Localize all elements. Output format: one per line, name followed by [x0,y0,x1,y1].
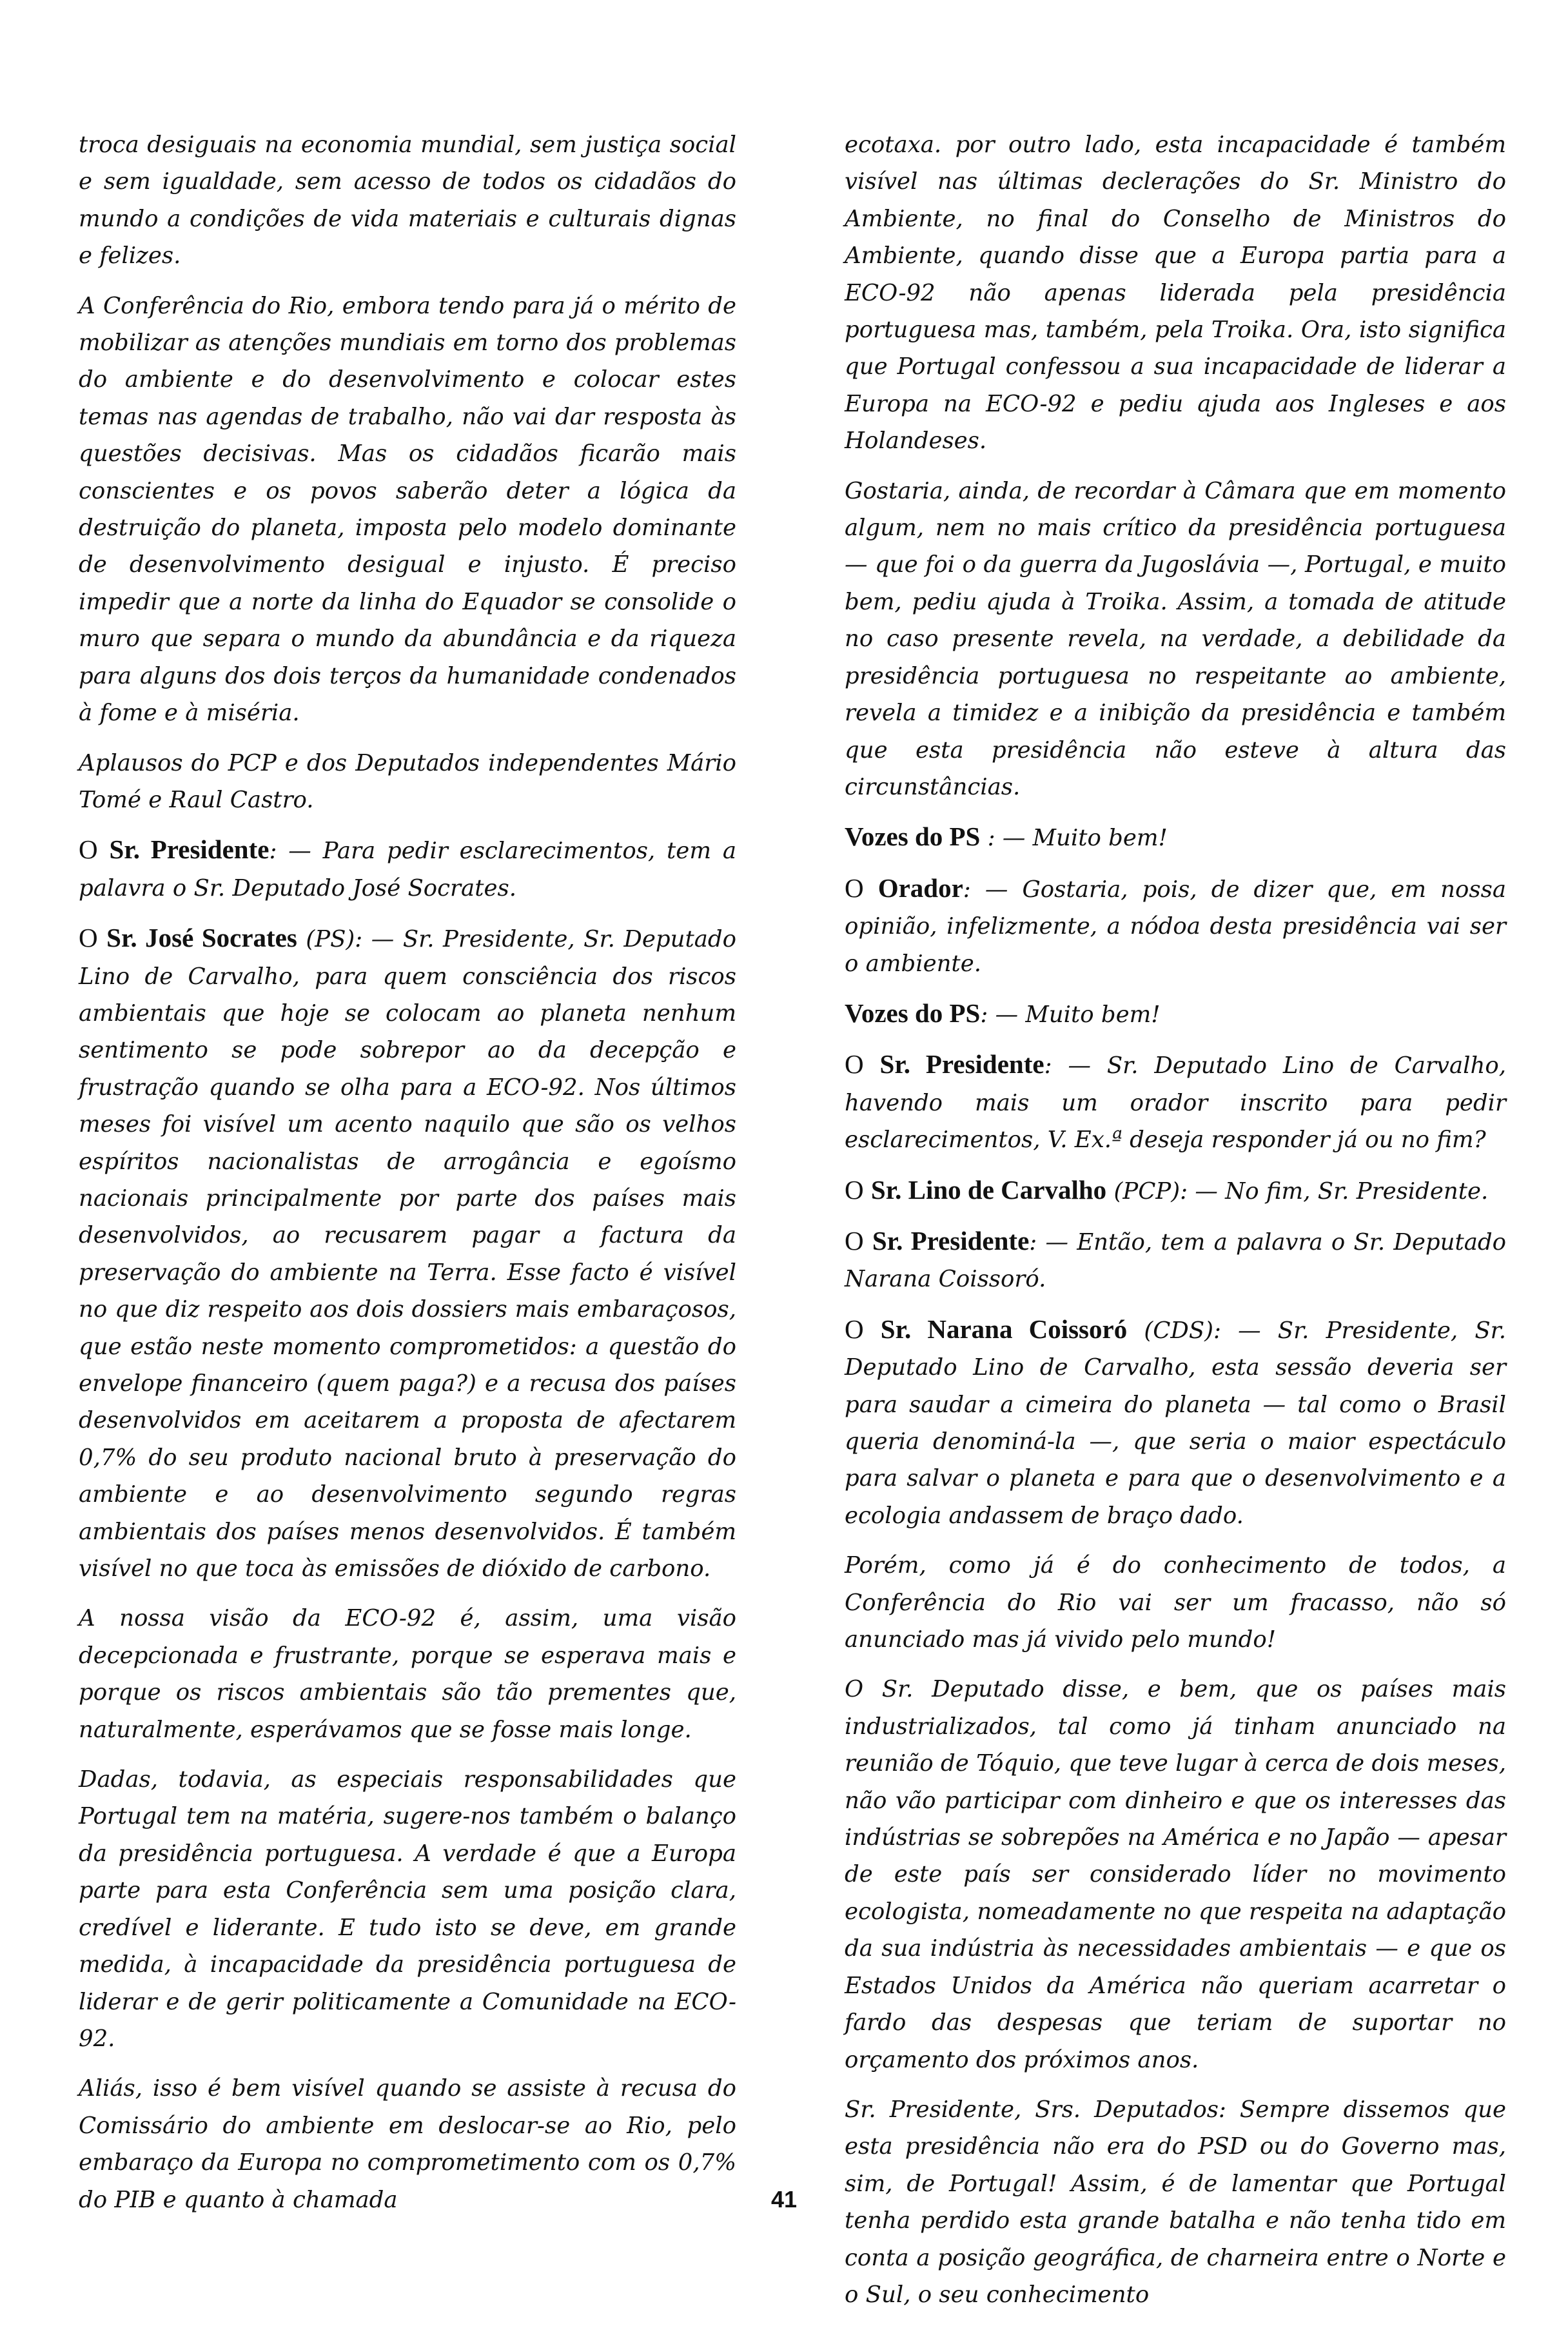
page-number: 41 [770,2186,798,2213]
speaker-name: Orador [877,872,963,903]
speaker-name: Sr. José Socrates [106,923,297,953]
paragraph-text: troca desiguais na economia mundial, sem justiça social e sem igualdade, sem acesso de todos os cidadãos do mundo a condições de vida materiais e culturais dignas e felizes. [79,132,736,270]
speaker-article: O [845,1049,864,1079]
speaker-name: Sr. Presidente [872,1225,1030,1256]
speaker-paragraph [845,1311,1506,1534]
paragraph-text: : — Gostaria, pois, de dizer que, em nossa opinião, infelizmente, a nódoa desta presidência vai ser o ambiente. [845,876,1506,977]
speaker-paragraph [845,995,1506,1033]
paragraph-text: (PS): — Sr. Presidente, Sr. Deputado Lino de Carvalho, para quem consciência dos riscos ambientais que hoje se colocam ao planeta nenhum sentimento se pode sobrepor ao da decepção e frustração quando se olha para a ECO-92. Nos últimos meses foi visível um acento naquilo que são os velhos espíritos nacionalistas de arrogância e egoísmo nacionais principalmente por parte dos países mais desenvolvidos, ao recusarem pagar a factura da preservação do ambiente na Terra. Esse facto é visível no que diz respeito aos dois dossiers mais embaraçosos, que estão neste momento comprometidos: a questão do envelope financeiro (quem paga?) e a recusa dos países desenvolvidos em aceitarem a proposta de afectarem 0,7% do seu produto nacional bruto à preservação do ambiente e ao desenvolvimento segundo regras ambientais dos países menos desenvolvidos. É também visível no que toca às emissões de dióxido de carbono. [79,926,736,1582]
speaker-name: Sr. Presidente [879,1049,1044,1079]
paragraph [79,1600,736,1748]
speaker-paragraph [845,870,1506,982]
speaker-article: O [845,872,864,903]
speaker-article: O [79,834,98,865]
paragraph-text: A Conferência do Rio, embora tendo para já o mérito de mobilizar as atenções mundiais em torno dos problemas do ambiente e do desenvolvimento e colocar estes temas nas agendas de trabalho, não vai dar resposta às questões decisivas. Mas os cidadãos ficarão mais conscientes e os povos saberão deter a lógica da destruição do planeta, imposta pelo modelo dominante de desenvolvimento desigual e injusto. É preciso impedir que a norte da linha do Equador se consolide o muro que separa o mundo da abundância e da riqueza para alguns dos dois terços da humanidade condenados à fome e à miséria. [79,292,736,727]
paragraph [845,473,1506,806]
speaker-paragraph [845,1046,1506,1158]
paragraph-text: O Sr. Deputado disse, e bem, que os países mais industrializados, tal como já tinham anunciado na reunião de Tóquio, que teve lugar à cerca de dois meses, não vão participar com dinheiro e que os interesses das indústrias se sobrepões na América e no Japão — apesar de este país ser considerado líder no movimento ecologista, nomeadamente no que respeita na adaptação da sua indústria às necessidades ambientais — e que os Estados Unidos da América não queriam acarretar o fardo das despesas que teriam de suportar no orçamento dos próximos anos. [845,1676,1506,2073]
paragraph-text: Porém, como já é do conhecimento de todos, a Conferência do Rio vai ser um fracasso, não só anunciado mas já vivido pelo mundo! [845,1552,1506,1653]
paragraph-text: Dadas, todavia, as especiais responsabilidades que Portugal tem na matéria, sugere-nos também o balanço da presidência portuguesa. A verdade é que a Europa parte para esta Conferência sem uma posição clara, credível e liderante. E tudo isto se deve, em grande medida, à incapacidade da presidência portuguesa de liderar e de gerir politicamente a Comunidade na ECO-92. [79,1766,736,2052]
paragraph-text: ecotaxa. por outro lado, esta incapacidade é também visível nas últimas declerações do Sr. Ministro do Ambiente, no final do Conselho de Ministros do Ambiente, quando disse que a Europa partia para a ECO-92 não apenas liderada pela presidência portuguesa mas, também, pela Troika. Ora, isto significa que Portugal confessou a sua incapacidade de liderar a Europa na ECO-92 e pediu ajuda aos Ingleses e aos Holandeses. [845,132,1506,455]
paragraph [79,126,736,275]
paragraph-text: A nossa visão da ECO-92 é, assim, uma visão decepcionada e frustrante, porque se esperava mais e porque os riscos ambientais são tão prementes que, naturalmente, esperávamos que se fosse mais longe. [79,1605,736,1743]
speaker-article: O [79,923,98,953]
paragraph-text: (CDS): — Sr. Presidente, Sr. Deputado Lino de Carvalho, esta sessão deveria ser para saudar a cimeira do planeta — tal como o Brasil queria denominá-la —, que seria o maior espectáculo para salvar o planeta e para que o desenvolvimento e a ecologia andassem de braço dado. [845,1317,1506,1529]
paragraph-text: : — Muito bem! [980,1001,1161,1028]
paragraph [845,126,1506,460]
paragraph-text: : — Sr. Deputado Lino de Carvalho, havendo mais um orador inscrito para pedir esclarecimentos, V. Ex.ª deseja responder já ou no fim? [845,1052,1506,1154]
speaker-article: O [845,1174,864,1205]
paragraph-text: : — Então, tem a palavra o Sr. Deputado Narana Coissoró. [845,1228,1507,1293]
speaker-article: O [845,1225,864,1256]
paragraph-text: Aplausos do PCP e dos Deputados independentes Mário Tomé e Raul Castro. [79,749,736,813]
paragraph [79,2070,736,2218]
paragraph [845,1547,1506,1658]
speaker-article: O [845,1314,864,1344]
paragraph [79,745,736,819]
paragraph [845,1671,1506,2078]
paragraph-text: Gostaria, ainda, de recordar à Câmara que em momento algum, nem no mais crítico da presidência portuguesa — que foi o da guerra da Jugoslávia —, Portugal, e muito bem, pediu ajuda à Troika. Assim, a tomada de atitude no caso presente revela, na verdade, a debilidade da presidência portuguesa no respeitante ao ambiente, revela a timidez e a inibição da presidência e também que esta presidência não esteve à altura das circunstâncias. [845,477,1506,800]
speaker-paragraph [845,1172,1506,1210]
paragraph [845,2091,1506,2313]
right-column [845,126,1506,2326]
left-column [79,126,736,2231]
paragraph-text: : — Para pedir esclarecimentos, tem a palavra o Sr. Deputado José Socrates. [79,838,736,902]
speaker-name: Vozes do PS [845,822,981,852]
speaker-paragraph [79,920,736,1587]
speaker-paragraph [845,818,1506,856]
paragraph-text: : — Muito bem! [980,825,1168,852]
paragraph-text: (PCP): — No fim, Sr. Presidente. [1106,1178,1489,1205]
paragraph-text: Aliás, isso é bem visível quando se assiste à recusa do Comissário do ambiente em deslocar-se ao Rio, pelo embaraço da Europa no comprometimento com os 0,7% do PIB e quanto à chamada [79,2075,736,2213]
speaker-paragraph [845,1223,1506,1298]
speaker-name: Sr. Narana Coissoró [880,1314,1128,1344]
speaker-name: Sr. Lino de Carvalho [870,1174,1107,1205]
speaker-name: Vozes do PS [845,998,981,1028]
paragraph [79,288,736,732]
paragraph [79,1761,736,2057]
speaker-name: Sr. Presidente [109,834,270,865]
paragraph-text: Sr. Presidente, Srs. Deputados: Sempre dissemos que esta presidência não era do PSD ou do Governo mas, sim, de Portugal! Assim, é de lamentar que Portugal tenha perdido esta grande batalha e não tenha tido em conta a posição geográfica, de charneira entre o Norte e o Sul, o seu conhecimento [845,2096,1506,2308]
speaker-paragraph [79,831,736,907]
